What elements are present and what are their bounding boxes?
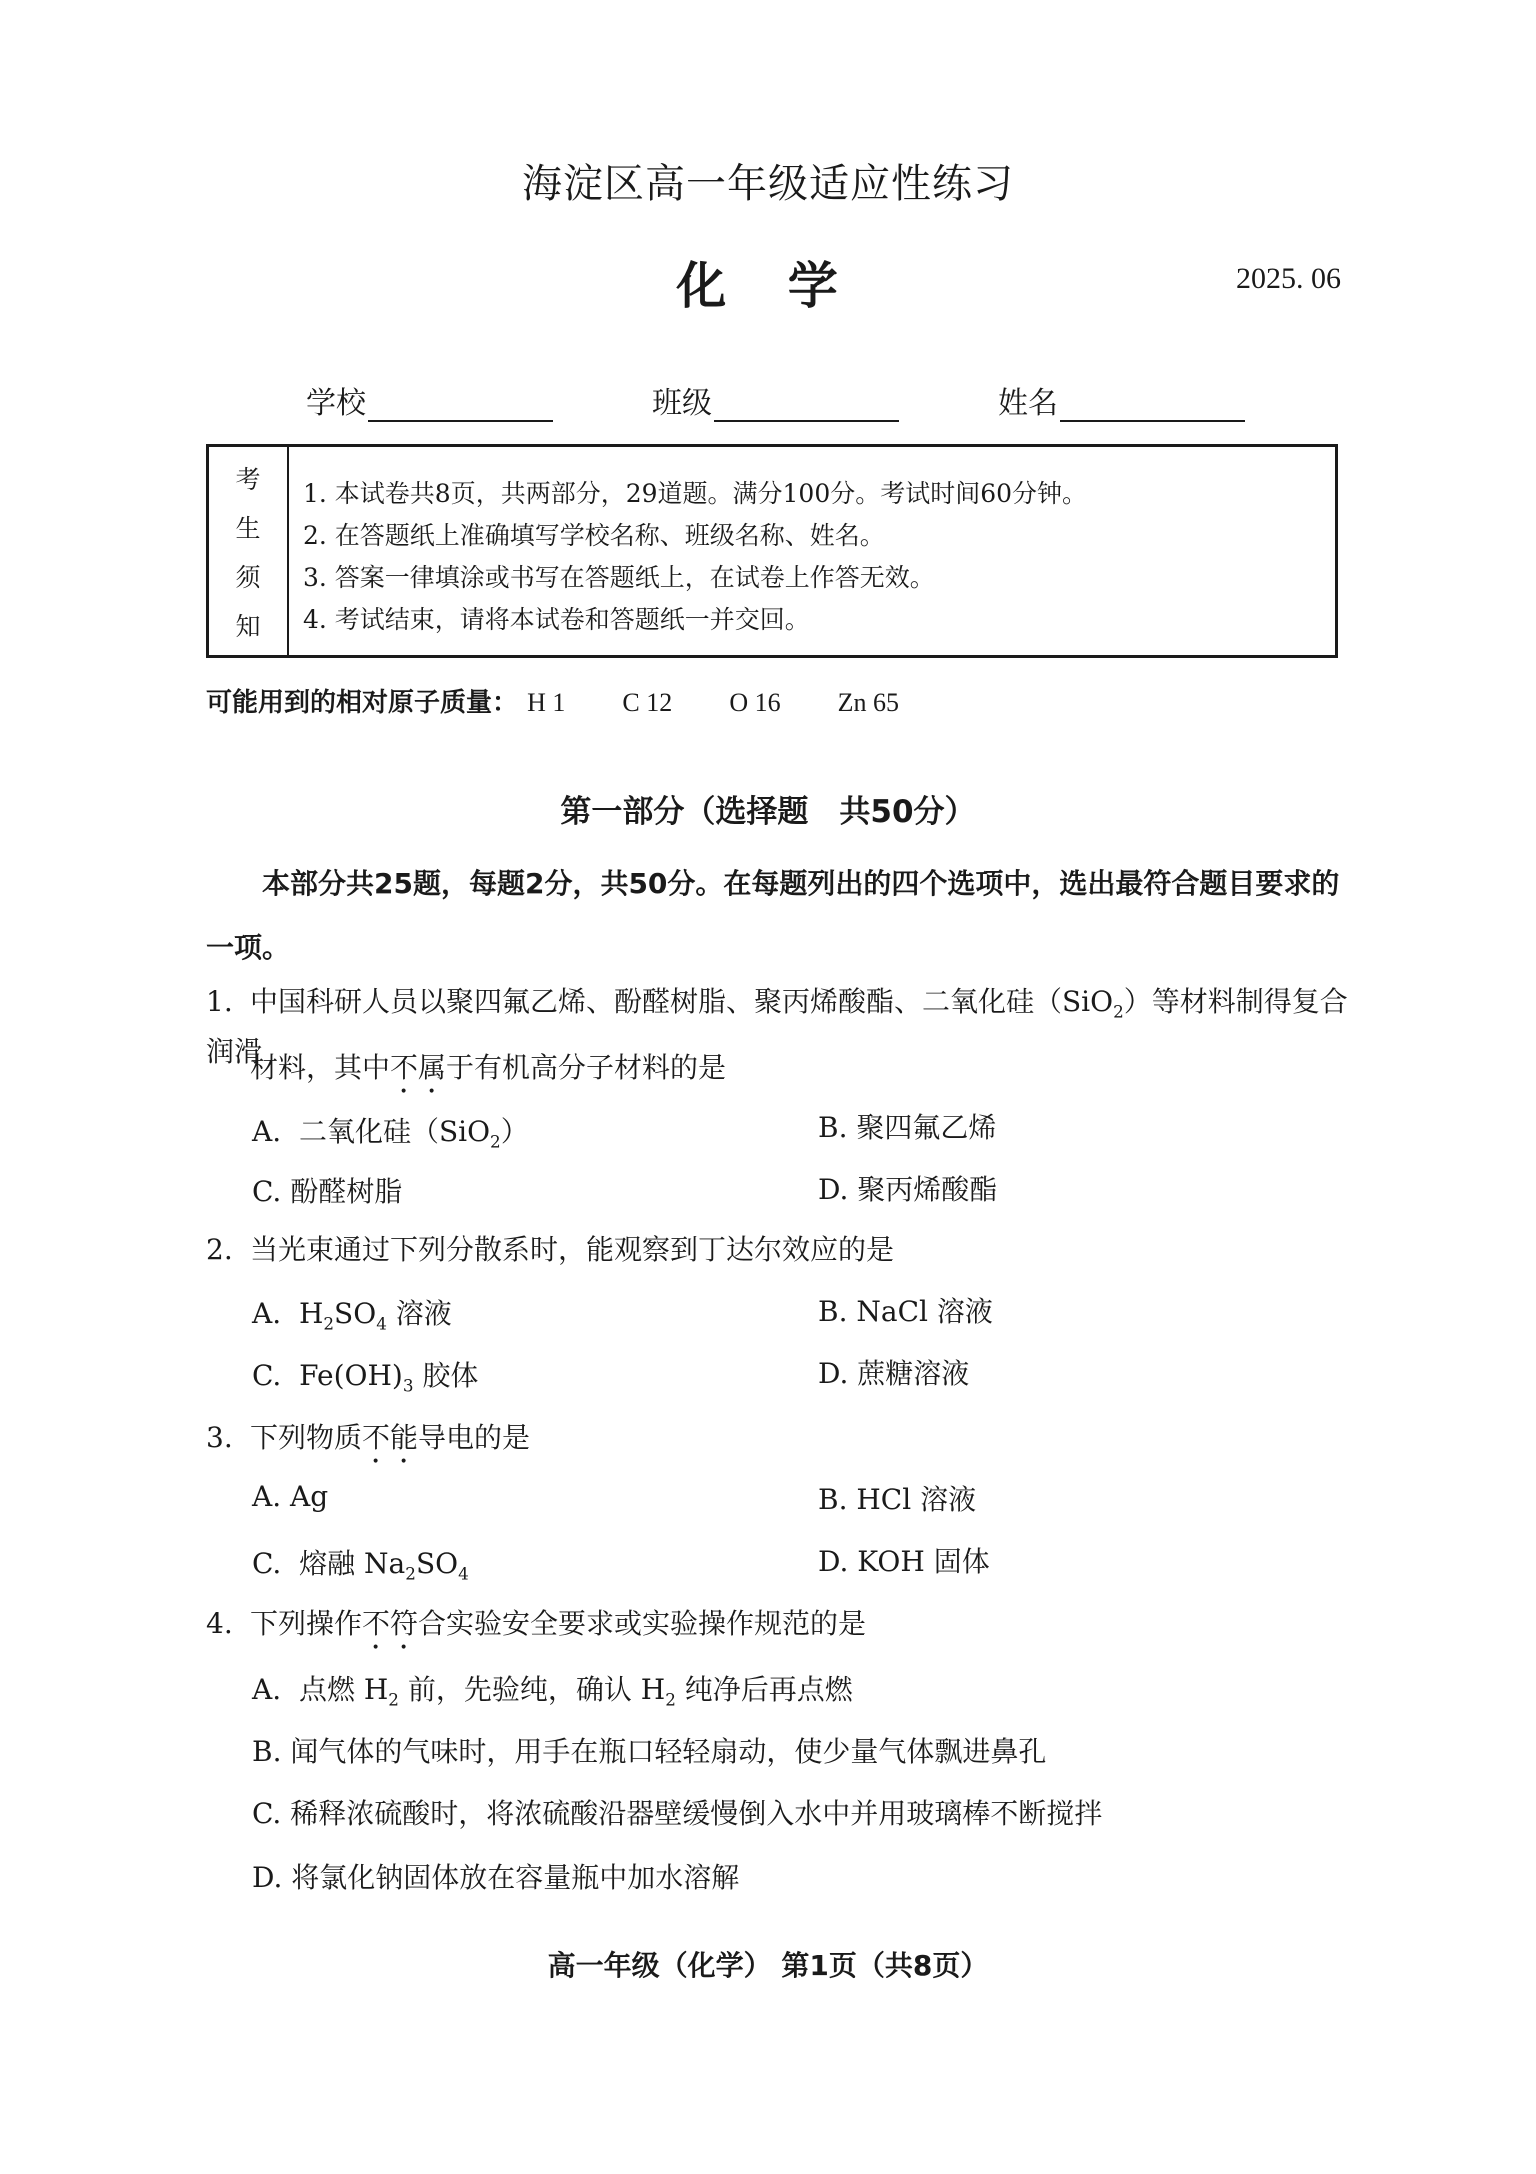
question-3-option-d: D. KOH 固体 <box>818 1545 990 1578</box>
question-3-option-c: C. 熔融 $Na_2SO_4$ <box>252 1547 469 1584</box>
class-field <box>652 378 899 422</box>
class-label: 班级 <box>652 386 712 421</box>
question-4-option-c: C. 稀释浓硫酸时，将浓硫酸沿器壁缓慢倒入水中并用玻璃棒不断搅拌 <box>252 1797 1103 1830</box>
notice-label-char: 考 <box>235 464 261 494</box>
section-intro: 本部分共25题，每题2分，共50分。在每题列出的四个选项中，选出最符合题目要求的一项。 <box>206 867 1340 964</box>
emphasis-text: 不属 <box>390 1051 447 1084</box>
subject-title: 化 学 <box>676 256 860 315</box>
question-3-option-b: B. HCl 溶液 <box>818 1483 977 1516</box>
school-blank <box>368 386 553 422</box>
school-label: 学校 <box>306 386 366 421</box>
notice-label <box>209 447 289 655</box>
atomic-mass-label: 可能用到的相对原子质量： <box>206 688 519 718</box>
question-number: 2. <box>206 1233 233 1266</box>
notice-item: 4. 考试结束，请将本试卷和答题纸一并交回。 <box>303 605 810 634</box>
question-2-option-b: B. NaCl 溶液 <box>818 1295 993 1328</box>
exam-date: 2025. 06 <box>1236 262 1341 295</box>
question-4-option-d: D. 将氯化钠固体放在容量瓶中加水溶解 <box>252 1861 740 1894</box>
notice-label-char: 须 <box>235 562 261 592</box>
question-1-option-b: B. 聚四氟乙烯 <box>818 1111 997 1144</box>
question-4-option-a: A. 点燃 $H_2$ 前，先验纯，确认 $H_2$ 纯净后再点燃 <box>252 1673 853 1710</box>
question-4-stem: 4. 下列操作不符合实验安全要求或实验操作规范的是 <box>206 1604 1366 1656</box>
section-title: 第一部分（选择题 共50分） <box>560 794 976 830</box>
school-field <box>306 378 553 422</box>
class-blank <box>714 386 899 422</box>
question-3-option-a: A. Ag <box>252 1480 329 1513</box>
question-4-option-b: B. 闻气体的气味时，用手在瓶口轻轻扇动，使少量气体飘进鼻孔 <box>252 1735 1047 1768</box>
question-2-option-c: C. $Fe(OH)_3$ 胶体 <box>252 1359 479 1396</box>
notice-label-char: 知 <box>235 611 261 641</box>
notice-item: 2. 在答题纸上准确填写学校名称、班级名称、姓名。 <box>303 521 885 550</box>
question-number: 1. <box>206 985 233 1018</box>
page-footer: 高一年级（化学） 第1页（共8页） <box>547 1949 989 1982</box>
question-1-stem: 1. 中国科研人员以聚四氟乙烯、酚醛树脂、聚丙烯酸酯、二氧化硅（SiO$_2$）等材料制得复合润滑 <box>206 982 1366 1072</box>
question-number: 4. <box>206 1607 233 1640</box>
question-2-option-a: A. $H_2SO_4$ 溶液 <box>252 1297 452 1334</box>
name-label: 姓名 <box>998 386 1058 421</box>
question-1-option-c: C. 酚醛树脂 <box>252 1175 403 1208</box>
atomic-mass-value: O 16 <box>729 688 781 717</box>
exam-title: 海淀区高一年级适应性练习 <box>522 161 1014 207</box>
question-number: 3. <box>206 1421 233 1454</box>
question-1-stem-cont: 材料，其中不属于有机高分子材料的是 <box>250 1051 727 1084</box>
question-3-stem: 3. 下列物质不能导电的是 <box>206 1418 1366 1470</box>
emphasis-text: 不符 <box>362 1607 419 1640</box>
question-1-option-a: A. 二氧化硅（SiO$_2$） <box>252 1115 529 1152</box>
question-1-option-d: D. 聚丙烯酸酯 <box>818 1173 998 1206</box>
atomic-mass-value: C 12 <box>622 688 673 717</box>
exam-notice-box <box>206 444 1338 658</box>
question-2-stem: 2. 当光束通过下列分散系时，能观察到丁达尔效应的是 <box>206 1230 1366 1270</box>
atomic-mass-line <box>206 682 947 719</box>
notice-item: 1. 本试卷共8页，共两部分，29道题。满分100分。考试时间60分钟。 <box>303 479 1088 508</box>
name-blank <box>1060 386 1245 422</box>
question-2-option-d: D. 蔗糖溶液 <box>818 1357 970 1390</box>
emphasis-text: 不能 <box>362 1421 419 1454</box>
notice-list <box>289 447 1335 655</box>
notice-label-char: 生 <box>235 513 261 543</box>
atomic-mass-value: H 1 <box>527 688 566 717</box>
atomic-mass-value: Zn 65 <box>837 688 900 717</box>
notice-item: 3. 答案一律填涂或书写在答题纸上，在试卷上作答无效。 <box>303 563 935 592</box>
name-field <box>998 378 1245 422</box>
